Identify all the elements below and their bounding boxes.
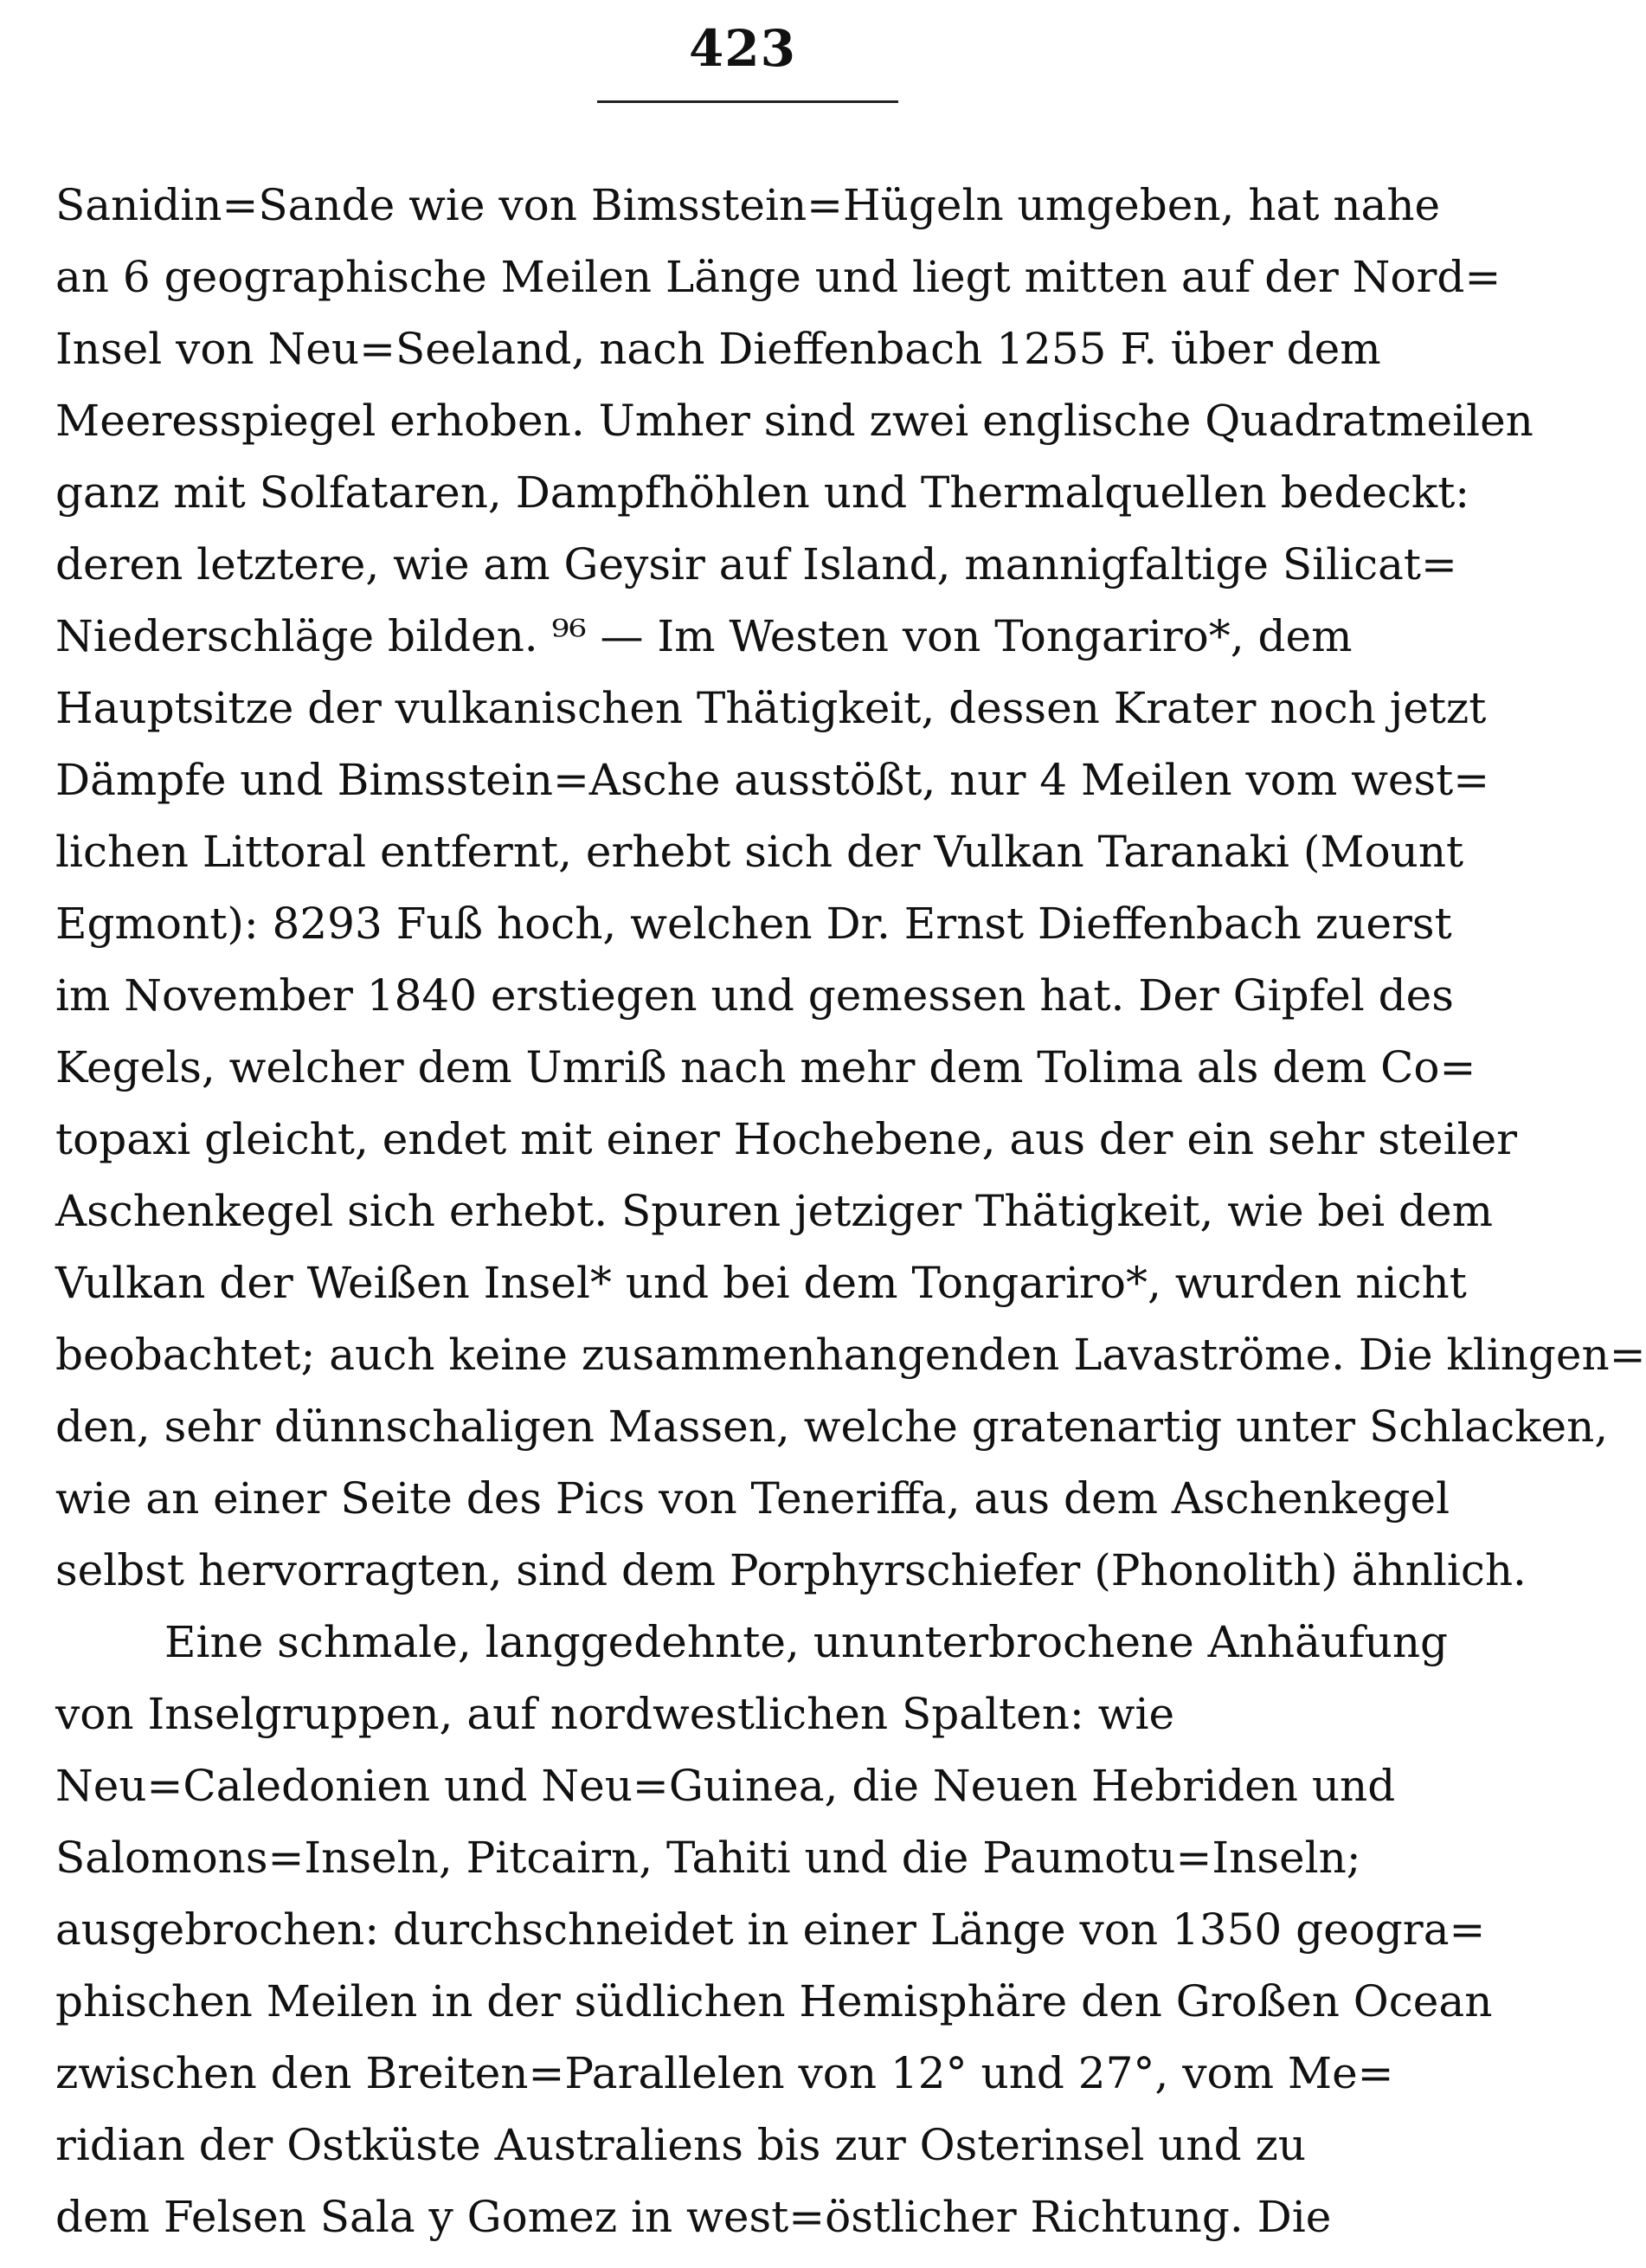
text-line: Insel von Neu=Seeland, nach Dieffenbach 1255 F. über dem: [55, 324, 1381, 374]
text-line: an 6 geographische Meilen Länge und liegt mitten auf der Nord=: [55, 252, 1501, 302]
text-line: Sanidin=Sande wie von Bimsstein=Hügeln umgeben, hat nahe: [55, 180, 1441, 230]
text-line: Niederschläge bilden. ⁹⁶ — Im Westen von Tongariro*, dem: [55, 611, 1353, 661]
header-rule: [597, 100, 898, 103]
text-line: Dämpfe und Bimsstein=Asche ausstößt, nur 4 Meilen vom west=: [55, 755, 1490, 805]
text-line: Hauptsitze der vulkanischen Thätigkeit, dessen Krater noch jetzt: [55, 683, 1487, 733]
body-text: [55, 170, 1646, 2253]
text-line: wie an einer Seite des Pics von Teneriffa, aus dem Aschenkegel: [55, 1473, 1450, 1524]
text-line: Meeresspiegel erhoben. Umher sind zwei englische Quadratmeilen: [55, 396, 1533, 446]
text-line: beobachtet; auch keine zusammenhangenden Lavaströme. Die klingen=: [55, 1330, 1646, 1380]
text-line: Kegels, welcher dem Umriß nach mehr dem Tolima als dem Co=: [55, 1042, 1476, 1092]
text-line: topaxi gleicht, endet mit einer Hochebene, aus der ein sehr steiler: [55, 1114, 1518, 1164]
text-line: im November 1840 erstiegen und gemessen hat. Der Gipfel des: [55, 970, 1454, 1021]
text-line: phischen Meilen in der südlichen Hemisphäre den Großen Ocean: [55, 1976, 1493, 2026]
text-line: Egmont): 8293 Fuß hoch, welchen Dr. Ernst Dieffenbach zuerst: [55, 899, 1452, 949]
text-line: dem Felsen Sala y Gomez in west=östlicher Richtung. Die: [55, 2192, 1332, 2242]
text-line: Salomons=Inseln, Pitcairn, Tahiti und die Paumotu=Inseln;: [55, 1833, 1361, 1883]
text-line: Neu=Caledonien und Neu=Guinea, die Neuen Hebriden und: [55, 1761, 1396, 1811]
text-line: Aschenkegel sich erhebt. Spuren jetziger Thätigkeit, wie bei dem: [55, 1186, 1493, 1236]
text-line: deren letztere, wie am Geysir auf Island, mannigfaltige Silicat=: [55, 539, 1457, 590]
text-line: ausgebrochen: durchschneidet in einer Länge von 1350 geogra=: [55, 1904, 1486, 1955]
text-line: ganz mit Solfataren, Dampfhöhlen und Thermalquellen bedeckt:: [55, 467, 1470, 518]
text-line: von Inselgruppen, auf nordwestlichen Spalten: wie: [55, 1689, 1175, 1739]
text-line: Vulkan der Weißen Insel* und bei dem Tongariro*, wurden nicht: [55, 1258, 1467, 1308]
page-number: 423: [688, 19, 797, 78]
text-line: lichen Littoral entfernt, erhebt sich der Vulkan Taranaki (Mount: [55, 827, 1464, 877]
text-line: den, sehr dünnschaligen Massen, welche gratenartig unter Schlacken,: [55, 1401, 1609, 1452]
paragraph-start-line: Eine schmale, langgedehnte, ununterbrochene Anhäufung: [164, 1617, 1449, 1667]
text-line: selbst hervorragten, sind dem Porphyrschiefer (Phonolith) ähnlich.: [55, 1545, 1527, 1595]
text-line: ridian der Ostküste Australiens bis zur Osterinsel und zu: [55, 2120, 1307, 2170]
text-line: zwischen den Breiten=Parallelen von 12° und 27°, vom Me=: [55, 2048, 1394, 2098]
